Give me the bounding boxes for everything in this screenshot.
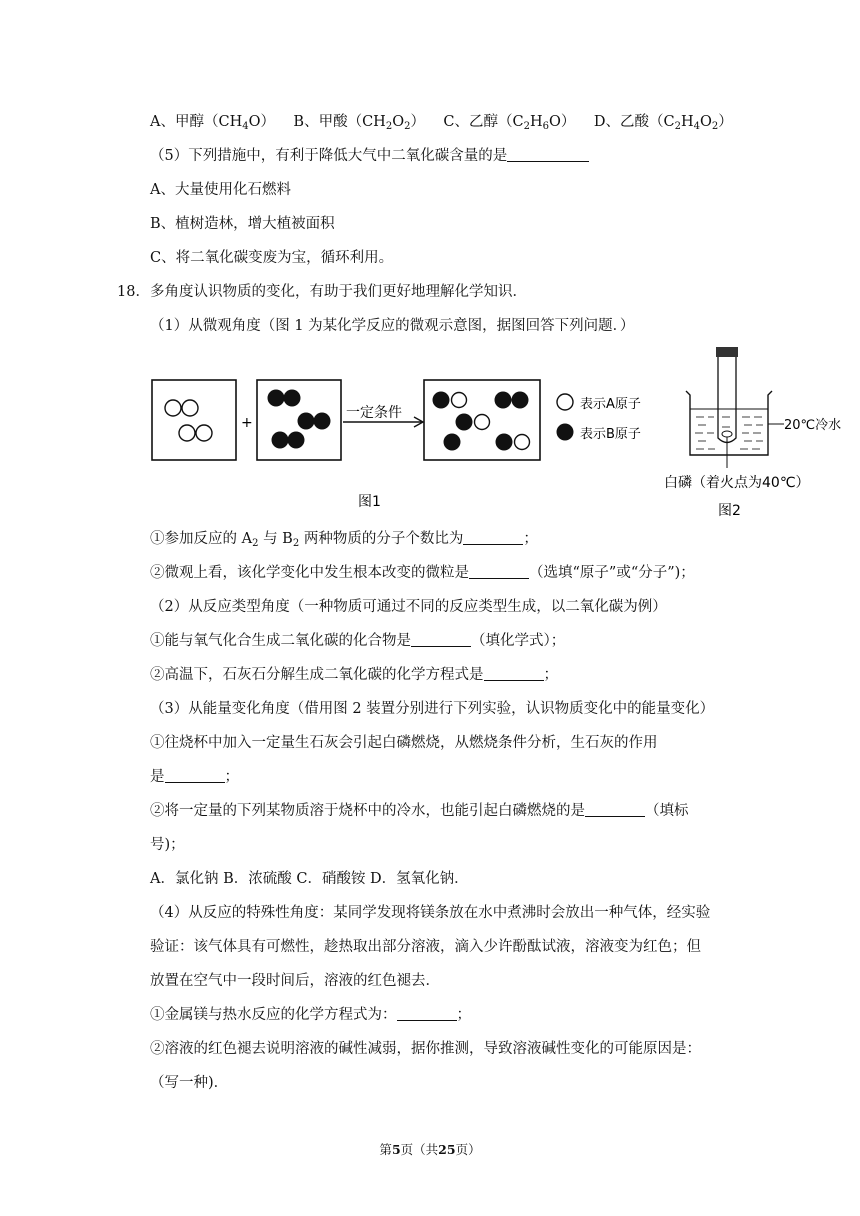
legend-a-icon — [557, 394, 573, 410]
answer-blank[interactable] — [463, 544, 523, 545]
page-footer: 第5页（共25页） — [379, 1142, 481, 1157]
q18-part1-q2: ②微观上看，该化学变化中发生根本改变的微粒是 （选填“原子”或“分子”)； — [150, 565, 695, 581]
a-atom — [182, 400, 198, 416]
q18-part2: （2）从反应类型角度（一种物质可通过不同的反应类型生成，以二氧化碳为例） — [150, 599, 667, 615]
q18-part3-q1-line1: ①往烧杯中加入一定量生石灰会引起白磷燃烧，从燃烧条件分析，生石灰的作用 — [150, 735, 658, 751]
figure-1-reaction-diagram — [140, 370, 641, 520]
figure-2-caption: 图2 — [718, 503, 741, 519]
q17-option-b: B、植树造林，增大植被面积 — [150, 216, 335, 232]
figure-1-caption: 图1 — [358, 494, 381, 510]
stopper — [716, 347, 738, 357]
a-atom — [196, 425, 212, 441]
q18-part2-q2: ②高温下，石灰石分解生成二氧化碳的化学方程式是 ； — [150, 667, 558, 683]
legend-b-label: 表示B原子 — [580, 427, 641, 442]
q18-part4-line1: （4）从反应的特殊性角度：某同学发现将镁条放在水中煮沸时会放出一种气体，经实验 — [150, 905, 711, 921]
q18-part4-line2: 验证：该气体具有可燃性，趁热取出部分溶液，滴入少许酚酞试液，溶液变为红色；但 — [150, 939, 701, 955]
b-atom — [456, 414, 473, 431]
a-atom — [515, 435, 530, 450]
q18-part4-line3: 放置在空气中一段时间后，溶液的红色褪去． — [150, 973, 440, 989]
q18-part1: （1）从微观角度（图 1 为某化学反应的微观示意图，据图回答下列问题．） — [150, 318, 635, 334]
beaker — [686, 391, 772, 455]
q17-option-c: C、将二氧化碳变废为宝，循环利用。 — [150, 250, 394, 266]
white-phosphorus — [722, 431, 732, 437]
b-atom — [314, 413, 331, 430]
q17-part5: （5）下列措施中，有利于降低大气中二氧化碳含量的是 — [150, 146, 589, 166]
water-label: 20℃冷水 — [784, 418, 842, 433]
b-atom — [288, 432, 305, 449]
answer-blank[interactable] — [165, 782, 225, 783]
b-atom — [512, 392, 529, 409]
q18-part1-q1: ①参加反应的 $A_2$ 与 $B_2$ 两种物质的分子个数比为 ； — [150, 531, 538, 549]
q18-part4-q2-line2: （写一种)． — [150, 1075, 229, 1091]
plus-sign: + — [241, 415, 253, 431]
q18-part3-options: A．氯化钠 B．浓硫酸 C．硝酸铵 D．氢氧化钠． — [150, 871, 469, 887]
q18-part2-q1: ①能与氧气化合生成二氧化碳的化合物是 （填化学式）； — [150, 633, 566, 649]
answer-blank[interactable] — [411, 646, 471, 647]
a-atom — [165, 400, 181, 416]
q18-part4-q1: ①金属镁与热水反应的化学方程式为： ； — [150, 1007, 471, 1023]
legend-a-label: 表示A原子 — [580, 397, 641, 412]
q17-option-a: A、大量使用化石燃料 — [150, 182, 291, 198]
q18-part3-q2-line2: 号)； — [150, 837, 185, 853]
a-atom — [179, 425, 195, 441]
b-atom — [496, 434, 513, 451]
a-atom — [452, 393, 467, 408]
reactant-a2-box — [152, 380, 236, 460]
b-atom — [495, 392, 512, 409]
q18-part3-q2-line1: ②将一定量的下列某物质溶于烧杯中的冷水，也能引起白磷燃烧的是 （填标 — [150, 803, 689, 819]
q18-part4-q2: ②溶液的红色褪去说明溶液的碱性减弱，据你推测，导致溶液碱性变化的可能原因是： — [150, 1041, 701, 1057]
answer-blank[interactable] — [507, 161, 589, 162]
answer-blank[interactable] — [585, 816, 645, 817]
b-atom — [272, 432, 289, 449]
q17-options-line: A、甲醇$(CH_4O)$ B、甲酸$(CH_2O_2)$ C、乙醇$(C_2H_6O)$ D、乙酸$(C_2H_4O_2)$ — [150, 114, 733, 132]
test-tube — [718, 357, 736, 443]
answer-blank[interactable] — [397, 1020, 457, 1021]
figure-2-beaker-apparatus — [660, 343, 850, 523]
b-atom — [444, 434, 461, 451]
q18-part3: （3）从能量变化角度（借用图 2 装置分别进行下列实验，认识物质变化中的能量变化） — [150, 701, 715, 717]
legend-b-icon — [557, 424, 574, 441]
a-atom — [475, 415, 490, 430]
q18-part3-q1-line2: 是 ； — [150, 769, 239, 785]
q18-title: 18．多角度认识物质的变化，有助于我们更好地理解化学知识． — [117, 284, 527, 300]
b-atom — [268, 390, 285, 407]
answer-blank[interactable] — [469, 578, 529, 579]
b-atom — [284, 390, 301, 407]
reaction-condition: 一定条件 — [346, 405, 402, 421]
phosphorus-label: 白磷（着火点为40℃） — [664, 475, 810, 491]
answer-blank[interactable] — [484, 680, 544, 681]
b-atom — [433, 392, 450, 409]
b-atom — [298, 413, 315, 430]
